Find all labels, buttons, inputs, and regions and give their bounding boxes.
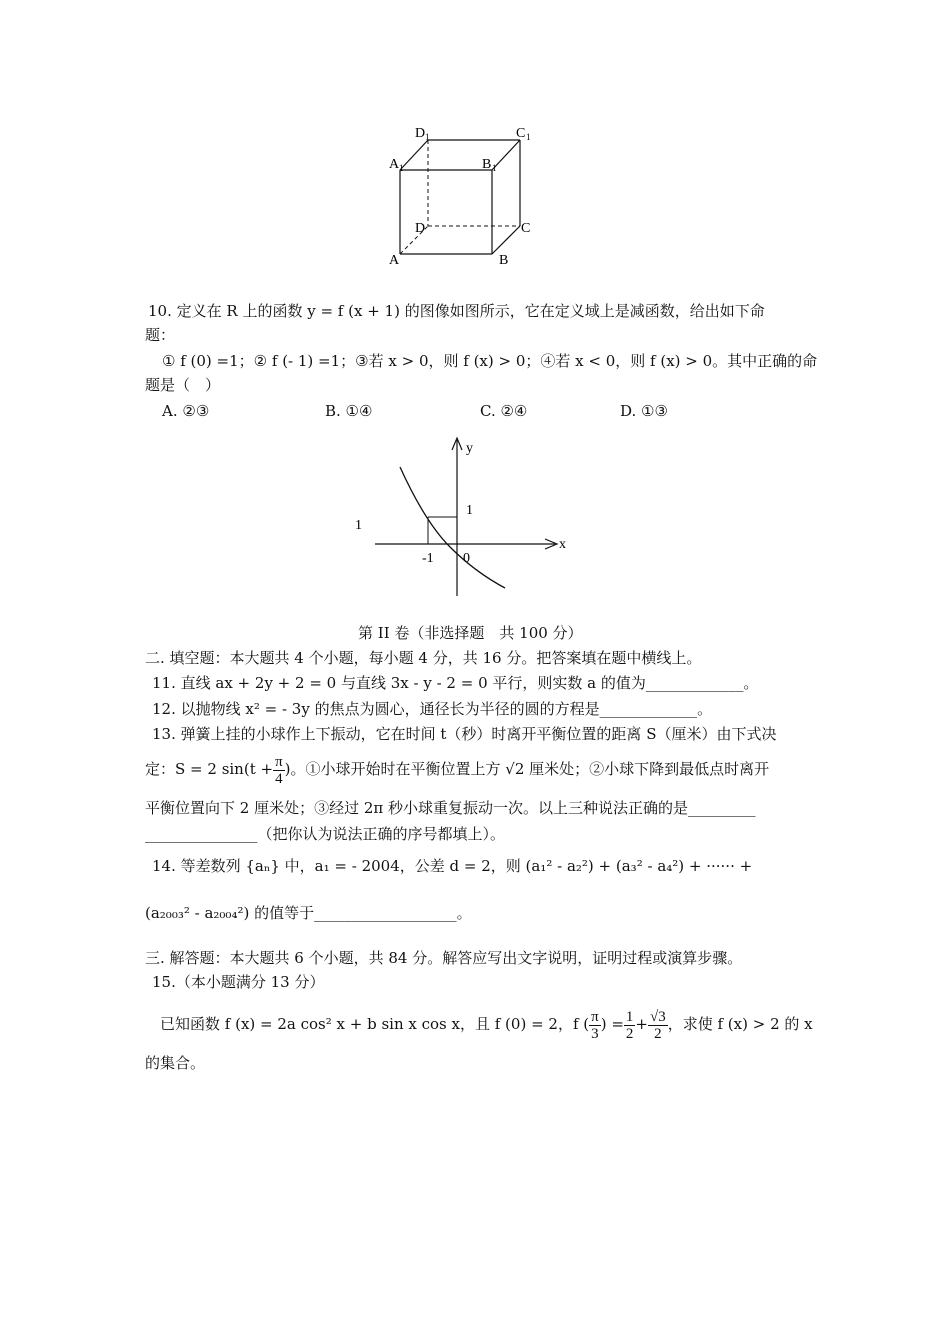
- function-curve: [400, 467, 505, 588]
- q10-line1: 10. 定义在 R 上的函数 y = f (x + 1) 的图像如图所示，它在定义域上是减函数，给出如下命: [148, 302, 765, 320]
- q15-line2: 的集合。: [145, 1054, 206, 1072]
- section3-intro: 三. 解答题：本大题共 6 个小题，共 84 分。解答应写出文字说明，证明过程或演算步骤。: [145, 949, 743, 967]
- q15-fraction-1-2: [624, 1009, 636, 1042]
- q10-option-c: C. ②④: [480, 402, 528, 420]
- label-C1-sub: 1: [526, 132, 531, 142]
- q11-text: 11. 直线 ax + 2y + 2 = 0 与直线 3x - y - 2 = 0 平行，则实数 a 的值为_____________。: [152, 674, 759, 692]
- q13-frac-den: 4: [275, 770, 283, 787]
- q15-mid: ) =: [600, 1015, 624, 1033]
- label-A: A: [389, 253, 400, 268]
- label-D1: D: [415, 126, 426, 141]
- q13-line2: [145, 752, 769, 787]
- y-axis-label: y: [466, 441, 473, 456]
- tick-label-0: 0: [463, 551, 470, 566]
- label-B: B: [499, 253, 509, 268]
- tick-label-neg1: -1: [422, 551, 434, 566]
- q15-frac2-num: 1: [625, 1008, 634, 1025]
- tick-label-1-right: 1: [466, 503, 473, 518]
- q15-fraction-pi-3: [589, 1009, 601, 1042]
- q10-line3: ① f (0) =1；② f (- 1) =1；③若 x > 0，则 f (x) > 0；④若 x < 0，则 f (x) > 0。其中正确的命: [162, 352, 818, 370]
- q13-line3: 平衡位置向下 2 厘米处；③经过 2π 秒小球重复振动一次。以上三种说法正确的是_________: [145, 799, 756, 817]
- q10-option-a: A. ②③: [162, 402, 210, 420]
- q10-option-d: D. ①③: [620, 402, 668, 420]
- q13-fraction: [273, 754, 285, 787]
- q10-line2: 题：: [145, 326, 176, 344]
- q13-line1: 13. 弹簧上挂的小球作上下振动，它在时间 t（秒）时离开平衡位置的距离 S（厘米）由下式决: [152, 725, 777, 743]
- function-graph: [345, 432, 575, 602]
- section2-title: 第 II 卷（非选择题 共 100 分）: [358, 624, 583, 642]
- x-axis-label: x: [559, 537, 566, 552]
- label-A1: A: [389, 157, 400, 172]
- q14-line2: (a₂₀₀₃² - a₂₀₀₄²) 的值等于___________________。: [145, 904, 472, 922]
- label-C1: C: [516, 126, 526, 141]
- q14-line1: 14. 等差数列 {aₙ} 中，a₁ = - 2004，公差 d = 2，则 (a₁² - a₂²) + (a₃² - a₄²) + ······ +: [152, 857, 753, 875]
- q15-frac1-num: π: [591, 1008, 599, 1025]
- q15-line1-pre: 已知函数 f (x) = 2a cos² x + b sin x cos x，且 f (0) = 2，f (: [160, 1015, 590, 1033]
- q15-line1-post: ，求使 f (x) > 2 的 x: [667, 1015, 813, 1033]
- q15-frac1-den: 3: [591, 1025, 599, 1042]
- q12-text: 12. 以抛物线 x² = - 3y 的焦点为圆心，通径长为半径的圆的方程是_____________。: [152, 700, 713, 718]
- q10-option-b: B. ①④: [325, 402, 373, 420]
- label-D1-sub: 1: [425, 132, 430, 142]
- q15-fraction-sqrt3-2: [648, 1009, 668, 1042]
- q10-line4: 题是（ ）: [145, 376, 221, 394]
- q15-frac3-num: √3: [649, 1008, 666, 1025]
- cube-edge: [400, 140, 428, 170]
- label-D: D: [415, 221, 426, 236]
- cube-edge: [492, 226, 520, 254]
- label-A1-sub: 1: [399, 163, 404, 173]
- q15-plus: +: [635, 1015, 648, 1033]
- q13-line4: _______________（把你认为说法正确的序号都填上）。: [145, 825, 506, 843]
- q15-line1: [160, 1004, 813, 1044]
- cube-figure: [380, 118, 550, 278]
- q15-frac2-den: 2: [625, 1025, 634, 1042]
- q13-line2-pre: 定：S = 2 sin(t +: [145, 760, 274, 778]
- label-B1-sub: 1: [492, 163, 497, 173]
- q15-header: 15.（本小题满分 13 分）: [152, 973, 325, 991]
- q13-line2-post: )。①小球开始时在平衡位置上方 √2 厘米处；②小球下降到最低点时离开: [284, 760, 770, 778]
- label-C: C: [521, 221, 531, 236]
- label-B1: B: [482, 157, 492, 172]
- section2-intro: 二. 填空题：本大题共 4 个小题，每小题 4 分，共 16 分。把答案填在题中横线上。: [145, 649, 702, 667]
- tick-label-1-left: 1: [355, 518, 362, 533]
- q13-frac-num: π: [275, 753, 283, 770]
- q15-frac3-den: 2: [654, 1025, 662, 1042]
